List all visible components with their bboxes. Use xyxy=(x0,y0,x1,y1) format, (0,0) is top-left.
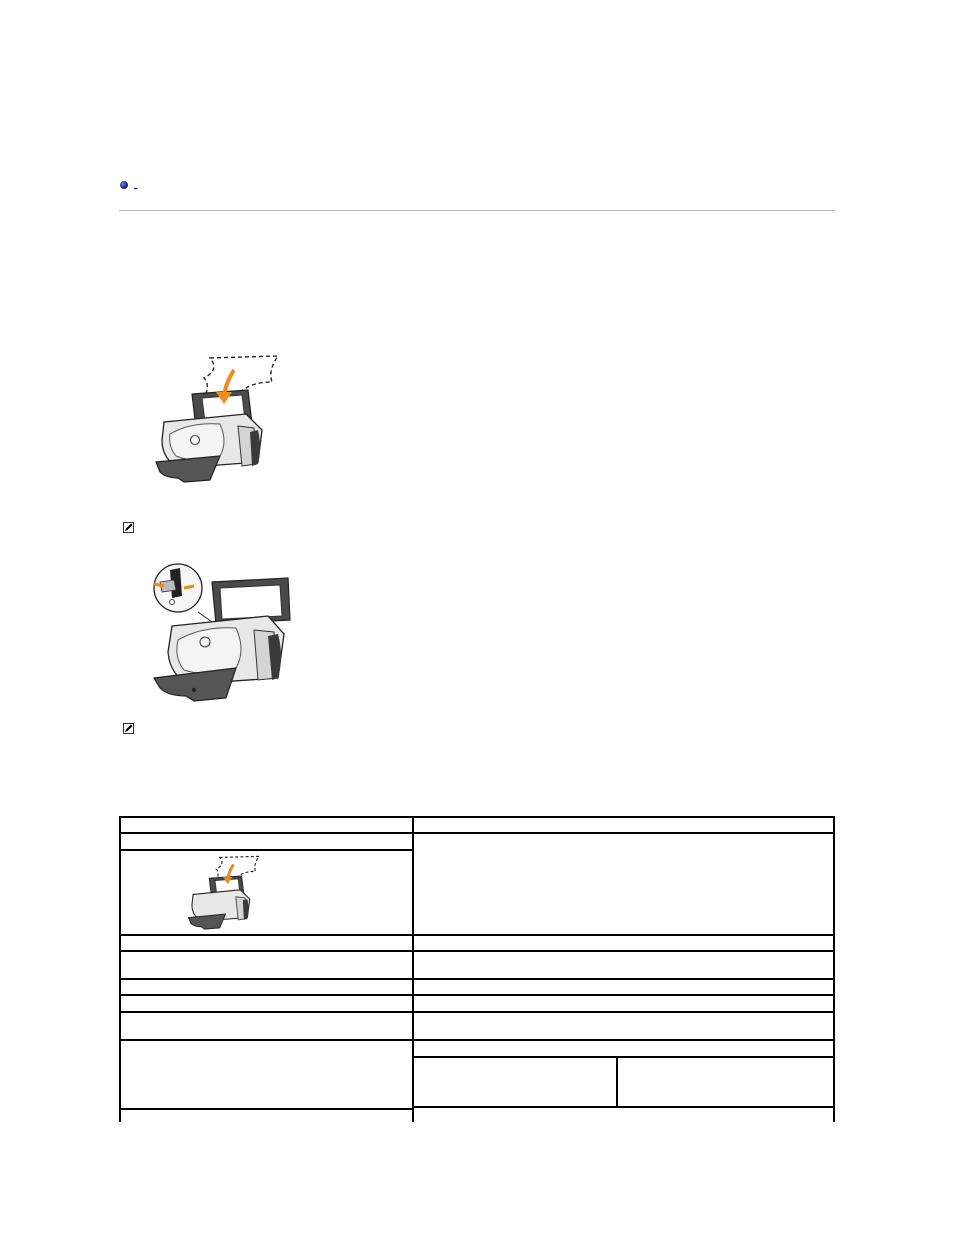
table-border-top xyxy=(119,816,835,818)
table-row-line xyxy=(119,978,835,980)
note-pencil-icon xyxy=(123,723,134,734)
horizontal-rule xyxy=(119,210,835,211)
printer-paper-guide-illustration xyxy=(150,560,300,705)
table-row-line xyxy=(119,994,835,996)
table-border-left xyxy=(119,816,121,1122)
table-row-line xyxy=(119,1011,835,1013)
table-row-line xyxy=(119,934,835,936)
table-subcolumn-divider xyxy=(616,1058,618,1108)
table-column-divider xyxy=(412,816,414,1122)
table-row-line xyxy=(413,1056,835,1058)
table-row-line xyxy=(119,1039,835,1041)
table-row-line xyxy=(119,1108,413,1110)
printer-loading-paper-illustration xyxy=(150,352,285,487)
printer-loading-paper-thumbnail xyxy=(185,854,263,932)
paper-settings-table xyxy=(119,816,835,1122)
table-border-right xyxy=(833,816,835,1122)
table-row-line xyxy=(413,1106,835,1108)
table-row-line xyxy=(119,832,835,834)
note-pencil-icon xyxy=(123,522,134,533)
table-row-line xyxy=(119,849,413,851)
toc-link[interactable] xyxy=(134,176,199,191)
table-row-line xyxy=(119,950,835,952)
bullet-icon xyxy=(120,181,128,189)
